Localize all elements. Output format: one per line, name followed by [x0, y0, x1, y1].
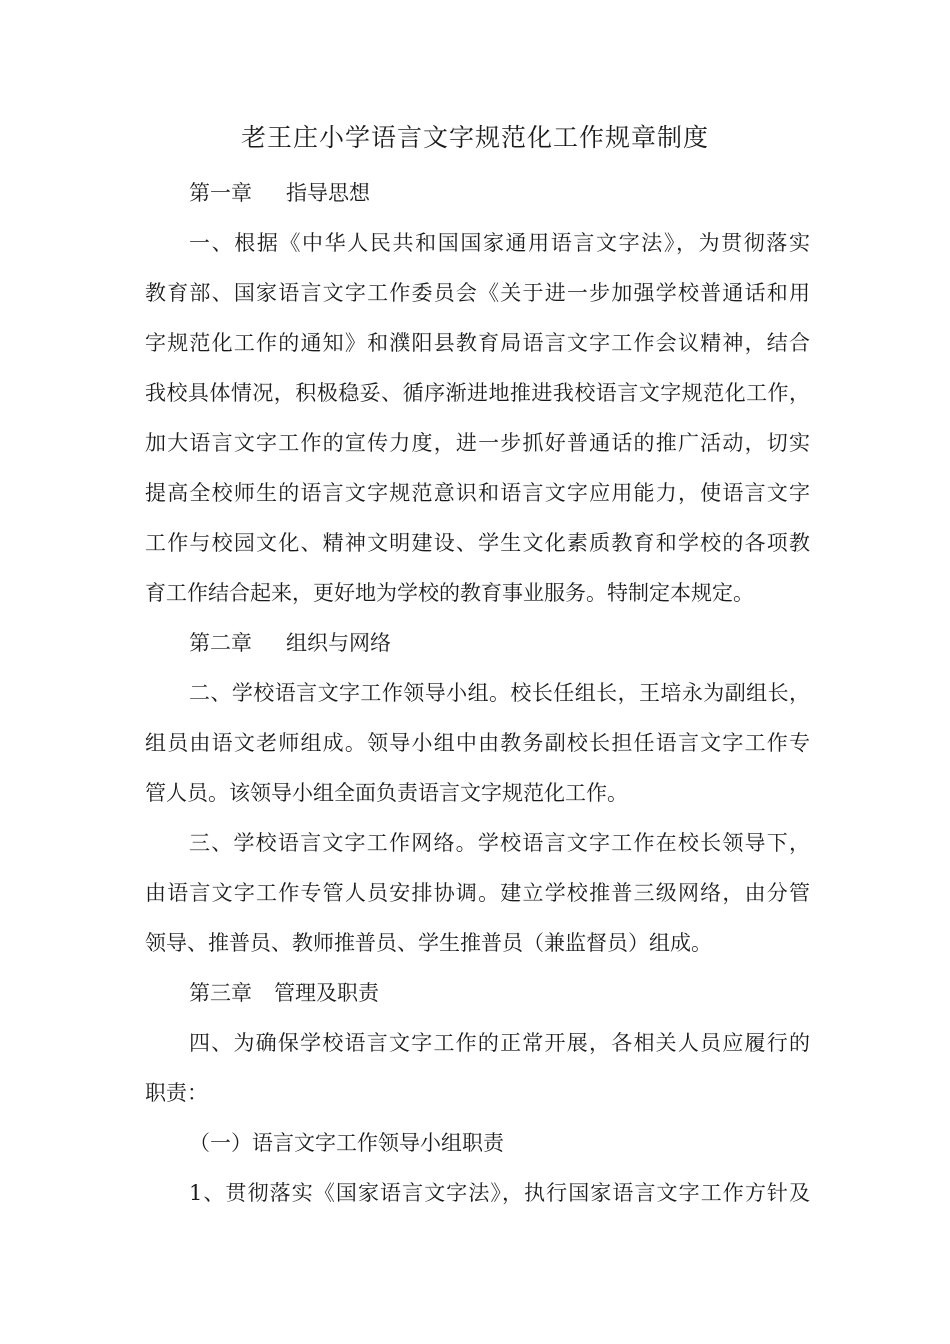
chapter-number: 第三章	[189, 981, 252, 1005]
chapter-name: 指导思想	[286, 181, 370, 205]
paragraph-line: 组员由语文老师组成。领导小组中由教务副校长担任语言文字工作专	[145, 731, 810, 755]
chapter-number: 第一章	[189, 181, 252, 205]
paragraph-line: 工作与校园文化、精神文明建设、学生文化素质教育和学校的各项教	[145, 531, 810, 555]
chapter-name: 组织与网络	[286, 631, 391, 655]
paragraph-line: 管人员。该领导小组全面负责语言文字规范化工作。	[145, 781, 628, 805]
chapter-heading-2	[145, 618, 810, 668]
paragraph-line: 四、为确保学校语言文字工作的正常开展，各相关人员应履行的	[189, 1031, 810, 1055]
chapter-number: 第二章	[189, 631, 252, 655]
paragraph-line: 1、贯彻落实《国家语言文字法》，执行国家语言文字工作方针及	[189, 1181, 810, 1205]
paragraph-line: 加大语言文字工作的宣传力度，进一步抓好普通话的推广活动，切实	[145, 431, 810, 455]
paragraph-3	[145, 818, 810, 968]
paragraph-2	[145, 668, 810, 818]
paragraph-4	[145, 1018, 810, 1118]
paragraph-line: 职责：	[145, 1081, 208, 1105]
paragraph-line: 我校具体情况，积极稳妥、循序渐进地推进我校语言文字规范化工作，	[145, 381, 810, 405]
paragraph-line: 由语言文字工作专管人员安排协调。建立学校推普三级网络，由分管	[145, 881, 810, 905]
list-item-1	[145, 1168, 810, 1218]
chapter-heading-3	[145, 968, 810, 1018]
paragraph-line: 字规范化工作的通知》和濮阳县教育局语言文字工作会议精神，结合	[145, 331, 810, 355]
document-body	[145, 168, 810, 1218]
chapter-heading-1	[145, 168, 810, 218]
paragraph-line: 育工作结合起来，更好地为学校的教育事业服务。特制定本规定。	[145, 581, 754, 605]
paragraph-line: 领导、推普员、教师推普员、学生推普员（兼监督员）组成。	[145, 931, 712, 955]
subheading: （一）语言文字工作领导小组职责	[189, 1131, 504, 1155]
paragraph-line: 提高全校师生的语言文字规范意识和语言文字应用能力，使语言文字	[145, 481, 810, 505]
paragraph-line: 三、学校语言文字工作网络。学校语言文字工作在校长领导下，	[189, 831, 810, 855]
paragraph-line: 一、根据《中华人民共和国国家通用语言文字法》，为贯彻落实	[189, 231, 810, 255]
paragraph-1	[145, 218, 810, 618]
paragraph-line: 教育部、国家语言文字工作委员会《关于进一步加强学校普通话和用	[145, 281, 810, 305]
document-title: 老王庄小学语言文字规范化工作规章制度	[240, 123, 709, 152]
chapter-name: 管理及职责	[274, 981, 379, 1005]
paragraph-line: 二、学校语言文字工作领导小组。校长任组长，王培永为副组长，	[189, 681, 810, 705]
